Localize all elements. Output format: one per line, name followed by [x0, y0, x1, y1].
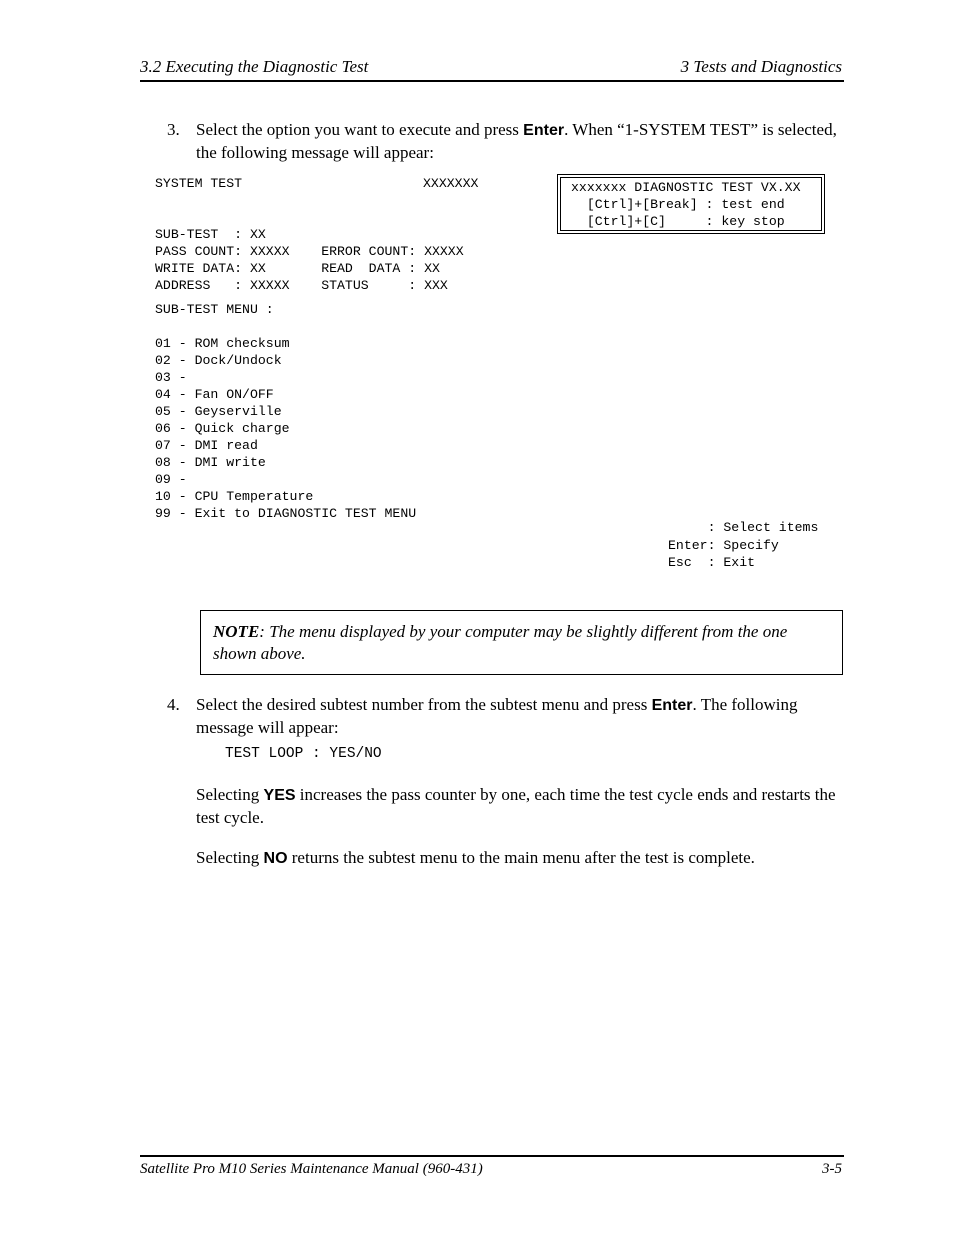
- key-help-line: Enter: Specify: [668, 538, 779, 553]
- step-3-text: Select the option you want to execute and press Enter. When “1-SYSTEM TEST” is selected, the following message will appear:: [196, 120, 837, 162]
- enter-key-label: Enter: [651, 697, 693, 714]
- note-label: NOTE: [213, 622, 260, 641]
- diag-box-line: [Ctrl]+[Break] : test end: [571, 197, 785, 212]
- diag-box-line: [Ctrl]+[C] : key stop: [571, 214, 785, 229]
- key-help-line: Esc : Exit: [668, 555, 756, 570]
- menu-item: 09 -: [155, 472, 187, 487]
- menu-item: 01 - ROM checksum: [155, 336, 290, 351]
- page-header: [140, 56, 844, 82]
- diagnostic-header-box-inner: [560, 177, 822, 231]
- status-line: PASS COUNT: XXXXX ERROR COUNT: XXXXX: [155, 244, 464, 259]
- header-chapter-title: 3 Tests and Diagnostics: [680, 57, 842, 76]
- status-line: ADDRESS : XXXXX STATUS : XXX: [155, 278, 448, 293]
- menu-item: 08 - DMI write: [155, 455, 266, 470]
- menu-item: 05 - Geyserville: [155, 404, 282, 419]
- test-loop-prompt: TEST LOOP : YES/NO: [225, 746, 382, 762]
- sub-test-menu-heading: SUB-TEST MENU :: [155, 302, 274, 317]
- no-key-label: NO: [263, 850, 288, 867]
- page-footer: [140, 1155, 844, 1177]
- screen-title: SYSTEM TEST: [155, 176, 243, 191]
- menu-item: 02 - Dock/Undock: [155, 353, 282, 368]
- footer-manual-title: Satellite Pro M10 Series Maintenance Manual (960-431): [140, 1161, 483, 1177]
- enter-key-label: Enter: [523, 122, 565, 139]
- no-paragraph: Selecting NO returns the subtest menu to the main menu after the test is complete.: [196, 848, 755, 867]
- menu-item: 07 - DMI read: [155, 438, 258, 453]
- note-box: [200, 610, 843, 675]
- key-help-line: : Select items: [668, 520, 819, 535]
- step-3-number: 3.: [167, 120, 180, 139]
- note-text: NOTE: The menu displayed by your computer may be slightly different from the one shown above.: [213, 622, 788, 663]
- diag-box-line: xxxxxxx DIAGNOSTIC TEST VX.XX: [571, 180, 801, 195]
- diagnostic-header-box: [557, 174, 825, 234]
- menu-item: 03 -: [155, 370, 187, 385]
- yes-key-label: YES: [263, 787, 296, 804]
- menu-item: 10 - CPU Temperature: [155, 489, 314, 504]
- status-line: WRITE DATA: XX READ DATA : XX: [155, 261, 440, 276]
- header-section-title: 3.2 Executing the Diagnostic Test: [140, 57, 369, 76]
- footer-page-number: 3-5: [822, 1161, 842, 1177]
- screen-title-value: XXXXXXX: [423, 176, 479, 191]
- step-4-text: Select the desired subtest number from the subtest menu and press Enter. The following message will appear:: [196, 695, 798, 737]
- yes-paragraph: Selecting YES increases the pass counter by one, each time the test cycle ends and restarts the test cycle.: [196, 785, 836, 827]
- menu-item: 99 - Exit to DIAGNOSTIC TEST MENU: [155, 506, 417, 521]
- status-line: SUB-TEST : XX: [155, 227, 266, 242]
- step-4-number: 4.: [167, 695, 180, 714]
- menu-item: 04 - Fan ON/OFF: [155, 387, 274, 402]
- menu-item: 06 - Quick charge: [155, 421, 290, 436]
